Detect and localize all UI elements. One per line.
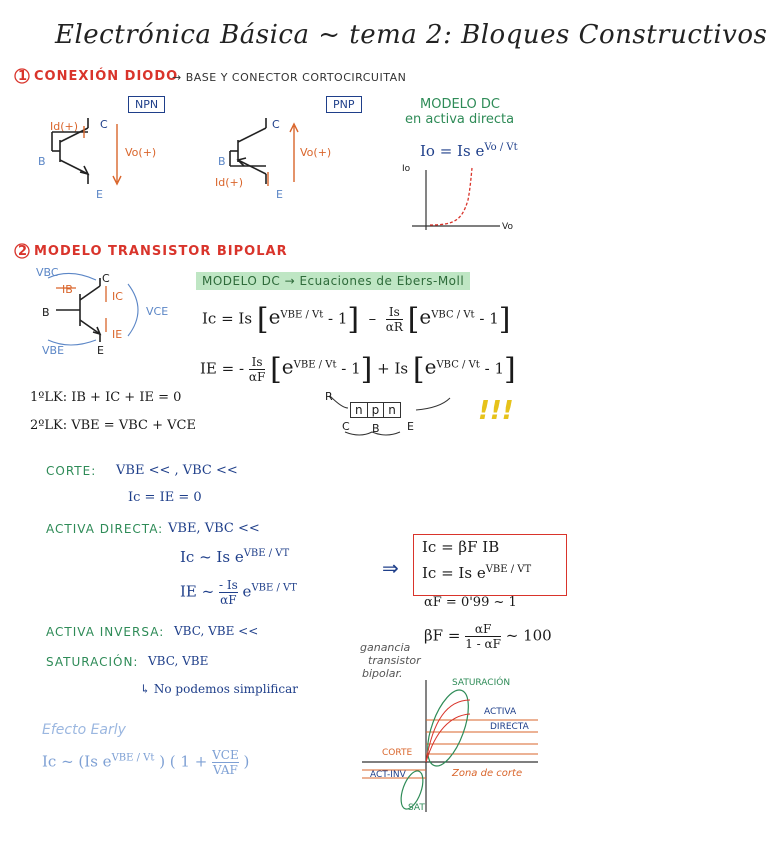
no-simplificar-note: ↳ No podemos simplificar: [140, 682, 299, 696]
bjt-e-label: E: [97, 344, 104, 357]
boxed-ic-equation: Ic = Is $e^{VBE / VT}$: [422, 564, 532, 582]
vbe-label: VBE: [42, 344, 65, 357]
activa-ic-equation: Ic ~ Is $e^{VBE / VT}$: [180, 548, 290, 566]
pnp-current-label: Id(+): [215, 176, 244, 189]
npn-voltage-label: Vo(+): [125, 146, 157, 159]
diode-iv-graph: [412, 168, 500, 230]
vbc-arc: [48, 273, 96, 280]
bjt-b-label: B: [42, 306, 50, 319]
activa-ie-equation: IE ~ $\frac{- Is}{\alpha F}$ $e^{VBE / VT}$: [180, 578, 297, 607]
graph-x-label: Vo: [502, 222, 513, 232]
vce-arc: [128, 284, 138, 336]
beta-equation: βF = $\frac{\alpha F}{1 - \alpha F}$ ~ 100: [424, 622, 552, 651]
r-label: R: [325, 390, 333, 403]
alpha-value: αF = 0'99 ~ 1: [424, 595, 517, 610]
activa-directa-condition: VBE, VBC <<: [168, 521, 260, 536]
plot-act-inv-label: ACT-INV: [370, 770, 406, 780]
section1-number: 1: [18, 69, 29, 84]
npn-c-label: C: [100, 118, 108, 131]
plot-saturacion-label: SATURACIÓN: [452, 678, 511, 688]
ic-ebers-moll-equation: Ic = Is $[e^{VBE / Vt} - 1]$ – $\frac{Is}{\alpha R}$ $[e^{VBC / Vt} - 1]$: [202, 302, 511, 337]
ganancia-note: ganancia transistor bipolar.: [360, 641, 421, 680]
plot-sat-label: SAT: [408, 803, 425, 813]
pnp-diode-symbol: [230, 118, 266, 184]
ie-ebers-moll-equation: IE = - $\frac{Is}{\alpha F}$ $[e^{VBE / Vt} - 1] + Is$ $[e^{VBC / Vt} - 1]$: [200, 352, 516, 387]
npn-diode-symbol: [52, 118, 88, 184]
pnp-b-label: B: [218, 155, 226, 168]
npn-b-label: B: [38, 155, 46, 168]
blocks-brace: [345, 432, 400, 435]
saturacion-condition: VBC, VBE: [148, 654, 209, 668]
early-effect-title: Efecto Early: [42, 722, 126, 738]
plot-corte-label: CORTE: [382, 748, 413, 758]
block-b-label: B: [372, 422, 380, 435]
activa-inversa-condition: VBC, VBE <<: [174, 624, 259, 638]
block-c-label: C: [342, 420, 350, 433]
section1-circle: [15, 69, 29, 83]
modelo-dc-title: MODELO DC: [420, 97, 500, 112]
section1-note: → BASE Y CONECTOR CORTOCIRCUITAN: [172, 71, 407, 84]
npn-block-n2: n: [384, 402, 401, 418]
npn-e-label: E: [96, 188, 103, 201]
corte-condition: VBE << , VBC <<: [116, 463, 238, 478]
pnp-c-label: C: [272, 118, 280, 131]
npn-current-label: Id(+): [50, 120, 79, 133]
kirchhoff-current-law: 1ºLK: IB + IC + IE = 0: [30, 390, 182, 405]
page-title: Electrónica Básica ~ tema 2: Bloques Constructivos: [55, 20, 767, 50]
block-e-label: E: [407, 420, 414, 433]
pnp-label: PNP: [326, 96, 362, 113]
saturacion-label: SATURACIÓN:: [46, 655, 139, 669]
graph-y-label: Io: [402, 164, 411, 174]
vbc-label: VBC: [36, 266, 59, 279]
vbe-arc: [48, 340, 96, 345]
section1-heading: CONEXIÓN DIODO: [34, 69, 179, 84]
corte-label: CORTE:: [46, 464, 97, 478]
vce-label: VCE: [146, 305, 169, 318]
section2-heading: MODELO TRANSISTOR BIPOLAR: [34, 244, 288, 259]
plot-directa-label: DIRECTA: [490, 722, 529, 732]
exclamation-marks: !!!: [478, 396, 514, 426]
diode-equation: Io = Is $e^{Vo / Vt}$: [420, 142, 518, 160]
pnp-voltage-label: Vo(+): [300, 146, 332, 159]
section2-number: 2: [18, 244, 29, 259]
kirchhoff-voltage-law: 2ºLK: VBE = VBC + VCE: [30, 418, 196, 433]
ib-label: IB: [62, 283, 73, 296]
corte-result: Ic = IE = 0: [128, 490, 202, 505]
activa-inversa-label: ACTIVA INVERSA:: [46, 625, 165, 639]
beta-current-gain-equation: Ic = βF IB: [422, 538, 500, 556]
npn-block-n1: n: [350, 402, 368, 418]
section2-circle: [15, 244, 29, 258]
implies-arrow-icon: ⇒: [382, 556, 399, 580]
pnp-e-label: E: [276, 188, 283, 201]
output-characteristic-plot: [362, 680, 538, 812]
modelo-dc-subtitle: en activa directa: [405, 112, 515, 127]
ic-label: IC: [112, 290, 123, 303]
r-arrow: [330, 396, 348, 408]
ie-label: IE: [112, 328, 123, 341]
f-arrow: [416, 398, 450, 410]
npn-block-p: p: [368, 402, 385, 418]
activa-directa-label: ACTIVA DIRECTA:: [46, 522, 164, 536]
early-effect-equation: Ic ~ (Is $e^{VBE / Vt}$ ) ( 1 + VCE VAF ): [42, 748, 250, 777]
ebers-moll-heading: MODELO DC → Ecuaciones de Ebers-Moll: [196, 272, 470, 290]
bjt-c-label: C: [102, 272, 110, 285]
plot-zona-corte-label: Zona de corte: [452, 768, 523, 779]
npn-label: NPN: [128, 96, 165, 113]
plot-activa-label: ACTIVA: [484, 707, 517, 717]
